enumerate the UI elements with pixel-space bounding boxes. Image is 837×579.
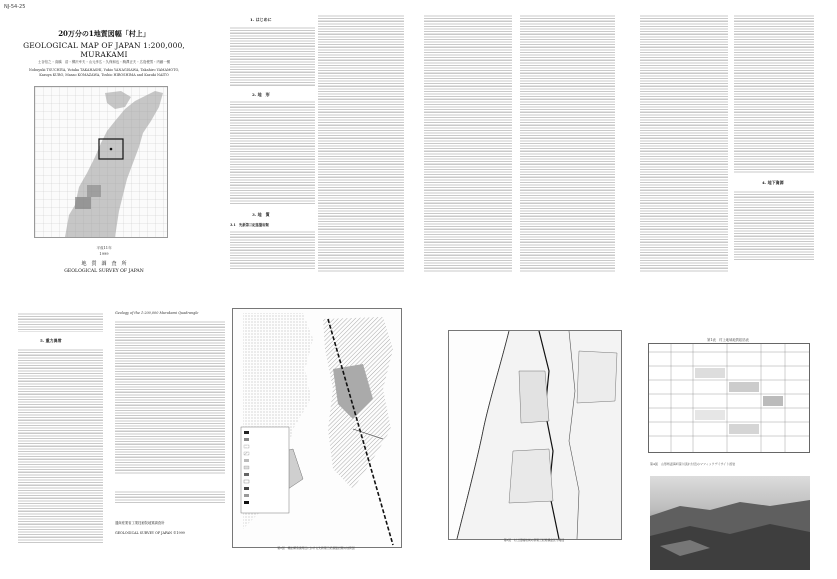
text-column-geology-a <box>230 230 315 270</box>
title-japanese: 20万分の1地質図幅「村上」 <box>58 29 150 38</box>
title-english: GEOLOGICAL MAP OF JAPAN 1:200,000, MURAKAMI <box>23 41 185 59</box>
english-summary-title: Geology of the 1:200,000 Murakami Quadrangle <box>115 311 199 315</box>
section-2-heading: 2. 地 形 <box>252 92 270 97</box>
text-gravity-intro <box>18 312 103 332</box>
figure-2-caption: 第2図 機能構造線周辺における先新第三紀基盤岩類の地質図 <box>277 546 355 550</box>
table-1-caption: 第1表 村上地域地質総括表 <box>707 338 749 342</box>
authors-english-line1: Nobuyuki TSUCHIYA, Yutaka TAKAHASHI, Yukio YANAGISAWA, Takahiro YAMAMOTO, <box>28 68 180 72</box>
text-column-gravity <box>18 348 103 543</box>
table-1 <box>648 343 810 453</box>
figure-2-map <box>232 308 402 548</box>
text-column-resources <box>734 190 814 260</box>
colophon-english: GEOLOGICAL SURVEY OF JAPAN ©1999 <box>115 531 185 535</box>
publisher-english: GEOLOGICAL SURVEY OF JAPAN <box>64 269 144 274</box>
section-3-1-heading: 3.1 先新第三紀基盤岩類 <box>230 223 269 227</box>
year-japanese: 平成11年 <box>96 246 112 250</box>
coastal-photo-graphic <box>650 476 810 570</box>
index-map <box>34 86 168 238</box>
colophon-japanese: 通商産業省工業技術院地質調査所 <box>115 521 165 525</box>
text-column-intro <box>230 26 315 86</box>
figure-3-caption: 第3図 村上図幅地域の新第三紀堆積盆区分略図 <box>503 538 565 542</box>
text-column-5 <box>640 14 728 272</box>
section-5-heading: 5. 重力異常 <box>40 338 62 343</box>
text-column-3 <box>424 14 512 272</box>
sheet-reference: NJ-54-25 <box>4 4 26 10</box>
text-imprint <box>115 490 225 504</box>
text-column-4 <box>520 14 615 272</box>
text-column-6 <box>734 14 814 174</box>
text-column-2 <box>318 14 404 272</box>
figure-2-graphic <box>233 309 401 547</box>
figure-3-map <box>448 330 622 540</box>
publisher-japanese: 地 質 調 査 所 <box>81 261 127 267</box>
text-english-summary <box>115 320 225 475</box>
section-1-heading: 1. はじめに <box>250 17 272 22</box>
text-column-terrain <box>230 100 315 205</box>
figure-3-graphic <box>449 331 621 539</box>
coastal-photo <box>650 476 810 570</box>
authors-english-line2: Kazuya KUBO, Masao KOMAZAWA, Toshio HIROSHIMA and Kazuki NAITO <box>39 73 169 77</box>
cover-panel <box>4 10 204 300</box>
table-1-grid <box>649 344 809 452</box>
authors-japanese: 土谷信之・高橋 浩・柳沢幸夫・山元孝広・久保和也・駒澤正夫・広島俊男・内藤一樹 <box>37 60 171 64</box>
section-3-heading: 3. 地 質 <box>252 212 270 217</box>
index-map-graphic <box>35 87 167 237</box>
photo-caption: 第4図 山形県温海町笹川流れ付近のマフィックデイサイト溶岩 <box>650 462 736 466</box>
section-4-heading: 4. 地下資源 <box>762 180 784 185</box>
year: 1999 <box>99 252 109 256</box>
